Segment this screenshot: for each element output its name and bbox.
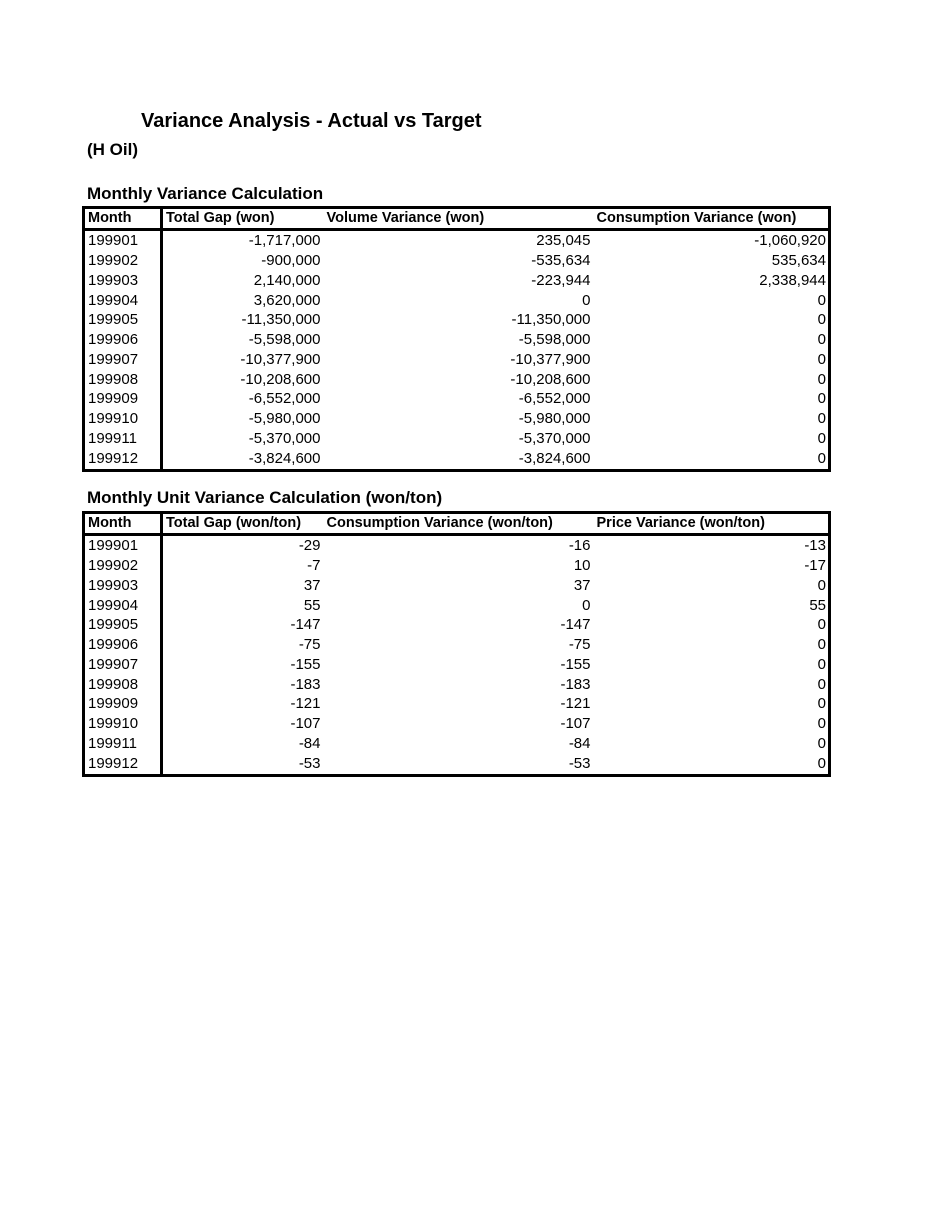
value-cell: -3,824,600 [248,449,321,467]
value-cell: -17 [804,557,826,575]
month-cell: 199908 [84,369,162,389]
value-cell: -29 [298,537,321,555]
value-cell: 0 [817,370,826,388]
table-row [84,330,830,350]
value-cell: -223,944 [531,271,591,289]
value-cell: 0 [817,410,826,428]
value-cell: -53 [568,754,591,772]
value-cell: -3,824,600 [518,449,591,467]
value-cell: 0 [817,331,826,349]
unit-variance-table [82,511,831,777]
column-header: Price Variance (won/ton) [594,513,830,535]
value-cell: -10,208,600 [240,370,321,388]
value-cell: 0 [817,291,826,309]
value-cell: -6,552,000 [248,390,321,408]
value-cell: 37 [573,576,591,594]
month-cell: 199901 [84,230,162,251]
value-cell: -84 [568,734,591,752]
value-cell: -16 [568,537,591,555]
value-cell: -10,208,600 [510,370,591,388]
table-row [84,369,830,389]
table-row [84,535,830,556]
value-cell: -5,370,000 [248,429,321,447]
value-cell: 0 [582,291,591,309]
column-header: Total Gap (won) [162,208,324,230]
value-cell: -155 [290,655,321,673]
month-cell: 199908 [84,674,162,694]
table-row [84,674,830,694]
value-cell: 0 [817,675,826,693]
value-cell: -107 [290,715,321,733]
value-cell: -11,350,000 [241,311,321,329]
month-cell: 199909 [84,389,162,409]
table-row [84,409,830,429]
table-row [84,310,830,330]
table-row [84,734,830,754]
value-cell: -121 [560,695,591,713]
month-cell: 199904 [84,595,162,615]
table-row [84,251,830,271]
column-header: Consumption Variance (won/ton) [324,513,594,535]
value-cell: 0 [582,596,591,614]
value-cell: 0 [817,350,826,368]
table-row [84,753,830,775]
value-cell: 10 [573,557,591,575]
month-cell: 199910 [84,409,162,429]
value-cell: 0 [817,429,826,447]
month-cell: 199905 [84,615,162,635]
value-cell: -1,060,920 [754,232,826,250]
value-cell: 0 [817,655,826,673]
value-cell: 0 [817,311,826,329]
table-row [84,429,830,449]
column-header: Total Gap (won/ton) [162,513,324,535]
value-cell: 0 [817,754,826,772]
month-cell: 199906 [84,635,162,655]
month-cell: 199903 [84,576,162,596]
page-title: Variance Analysis - Actual vs Target [141,110,482,132]
value-cell: 535,634 [771,252,826,270]
value-cell: -5,598,000 [248,331,321,349]
value-cell: -75 [568,636,591,654]
value-cell: 0 [817,616,826,634]
month-cell: 199903 [84,271,162,291]
column-header: Month [84,513,162,535]
value-cell: -10,377,900 [510,350,591,368]
value-cell: -183 [290,675,321,693]
value-cell: -11,350,000 [511,311,591,329]
value-cell: -5,598,000 [518,331,591,349]
value-cell: -7 [307,557,321,575]
value-cell: 0 [817,695,826,713]
column-header: Consumption Variance (won) [594,208,830,230]
table-header-row [84,208,830,230]
value-cell: 0 [817,449,826,467]
table-row [84,271,830,291]
table-row [84,615,830,635]
month-cell: 199909 [84,694,162,714]
value-cell: -155 [560,655,591,673]
table-row [84,576,830,596]
value-cell: -5,370,000 [518,429,591,447]
value-cell: -121 [290,695,321,713]
value-cell: 55 [303,596,321,614]
value-cell: -183 [560,675,591,693]
value-cell: -900,000 [261,252,321,270]
page-subtitle: (H Oil) [87,140,138,159]
section-title-unit-variance: Monthly Unit Variance Calculation (won/ton) [87,488,443,507]
month-cell: 199907 [84,350,162,370]
table-row [84,556,830,576]
table-row [84,595,830,615]
value-cell: -13 [804,537,826,555]
value-cell: -75 [298,636,321,654]
value-cell: -10,377,900 [240,350,321,368]
value-cell: -5,980,000 [518,410,591,428]
value-cell: -84 [298,734,321,752]
month-cell: 199901 [84,535,162,556]
value-cell: -147 [290,616,321,634]
month-cell: 199904 [84,290,162,310]
table-row [84,694,830,714]
month-cell: 199902 [84,556,162,576]
value-cell: 235,045 [536,232,591,250]
table-header-row [84,513,830,535]
value-cell: -535,634 [531,252,591,270]
month-cell: 199911 [84,734,162,754]
value-cell: 3,620,000 [253,291,321,309]
month-cell: 199912 [84,753,162,775]
table-row [84,350,830,370]
month-cell: 199912 [84,448,162,470]
table-row [84,290,830,310]
month-cell: 199906 [84,330,162,350]
value-cell: 2,140,000 [253,271,321,289]
column-header: Month [84,208,162,230]
month-cell: 199905 [84,310,162,330]
month-cell: 199911 [84,429,162,449]
value-cell: 0 [817,390,826,408]
month-cell: 199907 [84,655,162,675]
value-cell: 37 [303,576,321,594]
table-row [84,635,830,655]
value-cell: -147 [560,616,591,634]
value-cell: 2,338,944 [759,271,826,289]
value-cell: -5,980,000 [248,410,321,428]
table-row [84,714,830,734]
value-cell: 0 [817,734,826,752]
month-cell: 199910 [84,714,162,734]
month-cell: 199902 [84,251,162,271]
value-cell: -1,717,000 [248,232,321,250]
value-cell: 0 [817,576,826,594]
table-row [84,389,830,409]
table-row [84,448,830,470]
value-cell: 55 [809,596,826,614]
value-cell: -53 [298,754,321,772]
section-title-monthly-variance: Monthly Variance Calculation [87,184,324,203]
column-header: Volume Variance (won) [324,208,594,230]
value-cell: 0 [817,715,826,733]
value-cell: 0 [817,636,826,654]
monthly-variance-table [82,206,831,472]
value-cell: -107 [560,715,591,733]
table-row [84,655,830,675]
table-row [84,230,830,251]
value-cell: -6,552,000 [518,390,591,408]
